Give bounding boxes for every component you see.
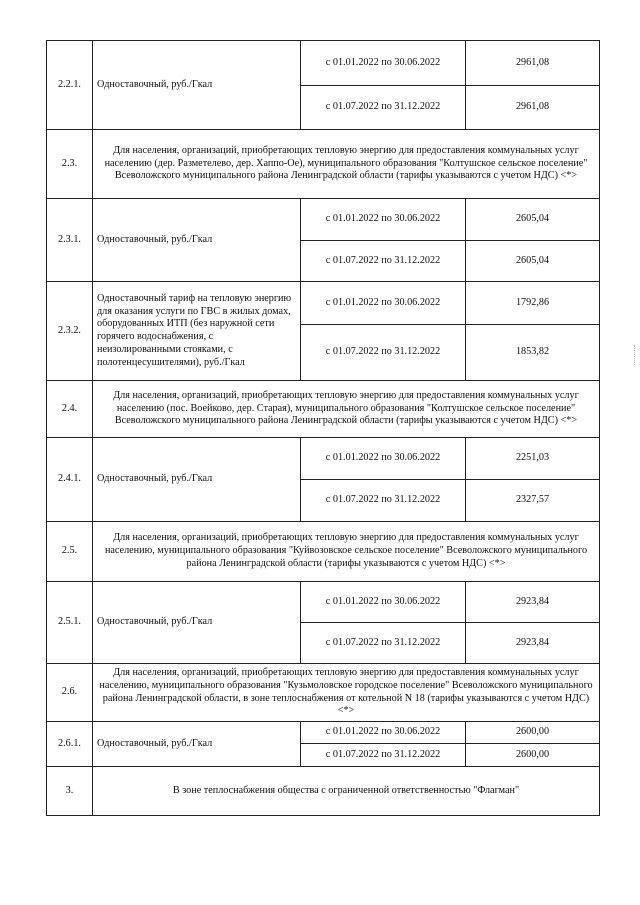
section-header-row [47, 381, 600, 438]
table-row [47, 41, 600, 86]
table-row [47, 722, 600, 744]
table-row [47, 438, 600, 480]
period-cell: с 01.07.2022 по 31.12.2022 [301, 86, 466, 130]
tariff-table [46, 40, 600, 816]
tariff-value: 2600,00 [466, 722, 600, 744]
section-header-row [47, 664, 600, 722]
section-header-text: Для населения, организаций, приобретающих тепловую энергию для предоставления коммунальных услуг населению (дер. Разметелево, дер. Хаппо-Ое), муниципального образования "Колтушское сельское поселение" Всеволожского муниципального района Ленинградской области (тарифы указываются с учетом НДС) <*> [93, 130, 600, 199]
section-header-text: Для населения, организаций, приобретающих тепловую энергию для предоставления коммунальных услуг населению, муниципального образования "Куйвозовское сельское поселение" Всеволожского муниципального района Ленинградской области (тарифы указываются с учетом НДС) <*> [93, 522, 600, 582]
row-number: 2.6.1. [47, 722, 93, 767]
section-header-text: Для населения, организаций, приобретающих тепловую энергию для предоставления коммунальных услуг населению (пос. Воейково, дер. Старая), муниципального образования "Колтушское сельское поселение" Всеволожского муниципального района Ленинградской области (тарифы указываются с учетом НДС) <*> [93, 381, 600, 438]
period-cell: с 01.07.2022 по 31.12.2022 [301, 241, 466, 282]
tariff-value: 2923,84 [466, 582, 600, 623]
tariff-value: 2961,08 [466, 86, 600, 130]
tariff-value: 1792,86 [466, 282, 600, 325]
row-number: 2.4.1. [47, 438, 93, 522]
tariff-value: 2961,08 [466, 41, 600, 86]
tariff-description: Одноставочный, руб./Гкал [93, 199, 301, 282]
row-number: 2.3.2. [47, 282, 93, 381]
tariff-value: 2605,04 [466, 241, 600, 282]
period-cell: с 01.01.2022 по 30.06.2022 [301, 438, 466, 480]
tariff-value: 2251,03 [466, 438, 600, 480]
period-cell: с 01.01.2022 по 30.06.2022 [301, 282, 466, 325]
period-cell: с 01.01.2022 по 30.06.2022 [301, 722, 466, 744]
row-number: 2.5. [47, 522, 93, 582]
tariff-value: 2327,57 [466, 480, 600, 522]
tariff-description: Одноставочный, руб./Гкал [93, 438, 301, 522]
table-row [47, 282, 600, 325]
period-cell: с 01.01.2022 по 30.06.2022 [301, 199, 466, 241]
section-header-row [47, 767, 600, 816]
period-cell: с 01.01.2022 по 30.06.2022 [301, 582, 466, 623]
row-number: 2.2.1. [47, 41, 93, 130]
scan-artifact [634, 345, 638, 365]
row-number: 2.3.1. [47, 199, 93, 282]
period-cell: с 01.01.2022 по 30.06.2022 [301, 41, 466, 86]
period-cell: с 01.07.2022 по 31.12.2022 [301, 325, 466, 381]
tariff-description: Одноставочный, руб./Гкал [93, 582, 301, 664]
tariff-value: 1853,82 [466, 325, 600, 381]
table-row [47, 582, 600, 623]
row-number: 3. [47, 767, 93, 816]
section-header-text: В зоне теплоснабжения общества с ограниченной ответственностью "Флагман" [93, 767, 600, 816]
period-cell: с 01.07.2022 по 31.12.2022 [301, 744, 466, 767]
tariff-value: 2600,00 [466, 744, 600, 767]
period-cell: с 01.07.2022 по 31.12.2022 [301, 480, 466, 522]
tariff-value: 2923,84 [466, 623, 600, 664]
tariff-value: 2605,04 [466, 199, 600, 241]
row-number: 2.4. [47, 381, 93, 438]
section-header-row [47, 522, 600, 582]
tariff-description: Одноставочный, руб./Гкал [93, 41, 301, 130]
row-number: 2.3. [47, 130, 93, 199]
row-number: 2.6. [47, 664, 93, 722]
section-header-row [47, 130, 600, 199]
tariff-description: Одноставочный тариф на тепловую энергию для оказания услуги по ГВС в жилых домах, оборудованных ИТП (без наружной сети горячего водоснабжения, с неизолированными стояками, с полотенцесушителями), руб./Гкал [93, 282, 301, 381]
row-number: 2.5.1. [47, 582, 93, 664]
tariff-description: Одноставочный, руб./Гкал [93, 722, 301, 767]
section-header-text: Для населения, организаций, приобретающих тепловую энергию для предоставления коммунальных услуг населению, муниципального образования "Кузьмоловское городское поселение" Всеволожского муниципального района Ленинградской области, в зоне теплоснабжения от котельной N 18 (тарифы указываются с учетом НДС) <*> [93, 664, 600, 722]
table-row [47, 199, 600, 241]
period-cell: с 01.07.2022 по 31.12.2022 [301, 623, 466, 664]
